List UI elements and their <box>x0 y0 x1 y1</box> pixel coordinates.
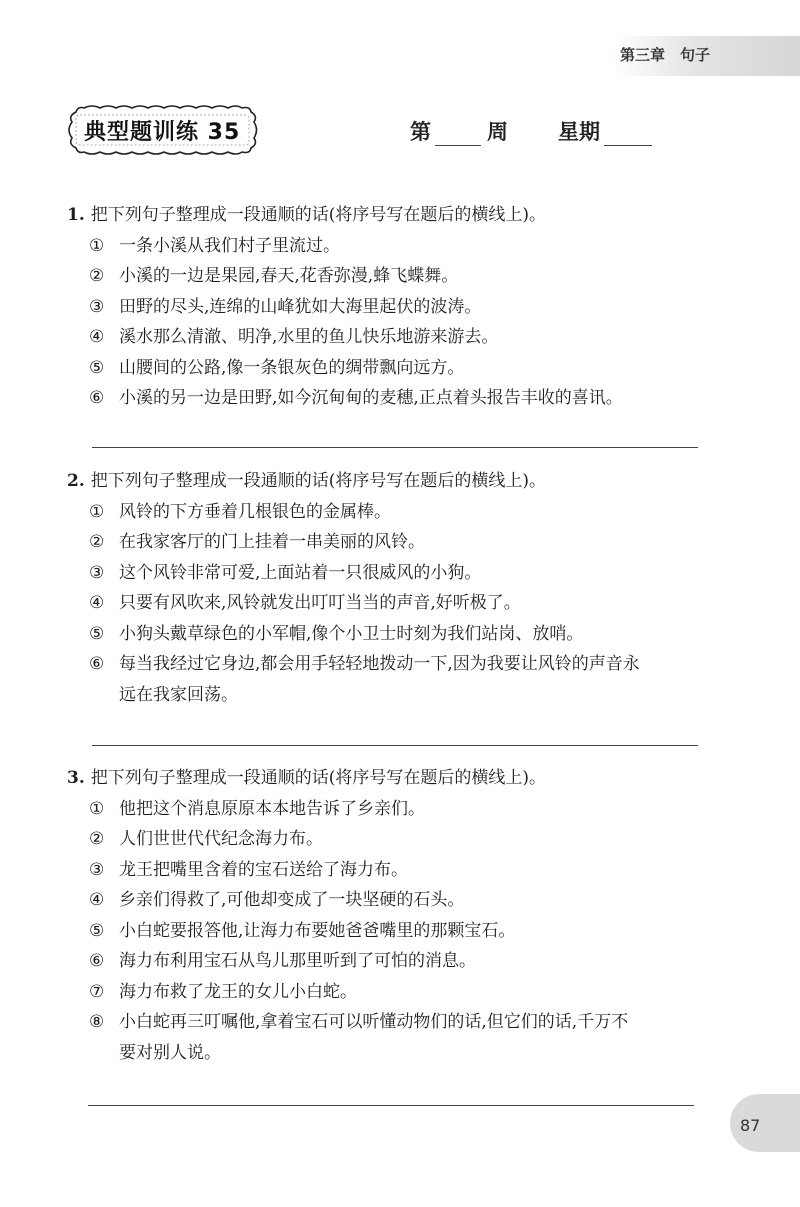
list-item: ① 他把这个消息原原本本地告诉了乡亲们。 <box>89 798 425 819</box>
list-item: ⑤ 小白蛇要报答他,让海力布要她爸爸嘴里的那颗宝石。 <box>89 920 516 941</box>
list-item: ⑦ 海力布救了龙王的女儿小白蛇。 <box>89 981 357 1002</box>
weekday-blank[interactable] <box>604 121 652 146</box>
list-item: ⑧ 小白蛇再三叮嘱他,拿着宝石可以听懂动物们的话,但它们的话,千万不 <box>89 1012 629 1032</box>
exercise-title-box <box>66 104 259 156</box>
list-item: ⑥ 小溪的另一边是田野,如今沉甸甸的麦穗,正点着头报告丰收的喜讯。 <box>89 388 623 408</box>
list-item-continuation: 要对别人说。 <box>119 1042 221 1063</box>
week-date-row <box>410 116 652 146</box>
list-item: ④ 只要有风吹来,风铃就发出叮叮当当的声音,好听极了。 <box>89 593 521 613</box>
list-item: ④ 溪水那么清澈、明净,水里的鱼儿快乐地游来游去。 <box>89 327 499 347</box>
list-item: ② 人们世世代代纪念海力布。 <box>89 829 323 849</box>
list-item: ⑥ 海力布利用宝石从鸟儿那里听到了可怕的消息。 <box>89 951 476 971</box>
answer-line-3[interactable] <box>88 1105 694 1106</box>
question-2 <box>67 466 640 710</box>
question-number: 2. <box>67 471 85 491</box>
chapter-header: 第三章 句子 <box>620 46 711 64</box>
list-item: ① 一条小溪从我们村子里流过。 <box>89 235 340 256</box>
list-item: ③ 田野的尽头,连绵的山峰犹如大海里起伏的波涛。 <box>89 296 482 317</box>
list-item: ④ 乡亲们得救了,可他却变成了一块坚硬的石头。 <box>89 890 465 910</box>
weekday-label: 星期 <box>558 119 600 144</box>
list-item-continuation: 远在我家回荡。 <box>119 684 238 705</box>
question-1 <box>67 200 623 414</box>
list-item: ⑤ 山腰间的公路,像一条银灰色的绸带飘向远方。 <box>89 357 465 378</box>
week-prefix: 第 <box>410 119 431 144</box>
list-item: ③ 龙王把嘴里含着的宝石送给了海力布。 <box>89 859 408 880</box>
list-item: ② 在我家客厅的门上挂着一串美丽的风铃。 <box>89 532 425 552</box>
answer-line-2[interactable] <box>92 745 698 746</box>
question-number: 3. <box>67 768 85 788</box>
question-3 <box>67 763 628 1068</box>
exercise-title: 典型题训练 35 <box>84 120 241 145</box>
answer-line-1[interactable] <box>92 447 698 448</box>
list-item: ⑤ 小狗头戴草绿色的小军帽,像个小卫士时刻为我们站岗、放哨。 <box>89 623 584 644</box>
list-item: ③ 这个风铃非常可爱,上面站着一只很威风的小狗。 <box>89 562 482 583</box>
list-item: ① 风铃的下方垂着几根银色的金属棒。 <box>89 501 391 522</box>
page-number: 87 <box>740 1116 761 1135</box>
question-prompt: 把下列句子整理成一段通顺的话(将序号写在题后的横线上)。 <box>90 768 547 788</box>
week-number-blank[interactable] <box>435 121 481 146</box>
question-prompt: 把下列句子整理成一段通顺的话(将序号写在题后的横线上)。 <box>90 471 547 491</box>
question-prompt: 把下列句子整理成一段通顺的话(将序号写在题后的横线上)。 <box>90 205 547 225</box>
list-item: ② 小溪的一边是果园,春天,花香弥漫,蜂飞蝶舞。 <box>89 266 459 286</box>
list-item: ⑥ 每当我经过它身边,都会用手轻轻地拨动一下,因为我要让风铃的声音永 <box>89 654 640 674</box>
week-label: 周 <box>487 119 508 144</box>
question-number: 1. <box>67 205 85 225</box>
